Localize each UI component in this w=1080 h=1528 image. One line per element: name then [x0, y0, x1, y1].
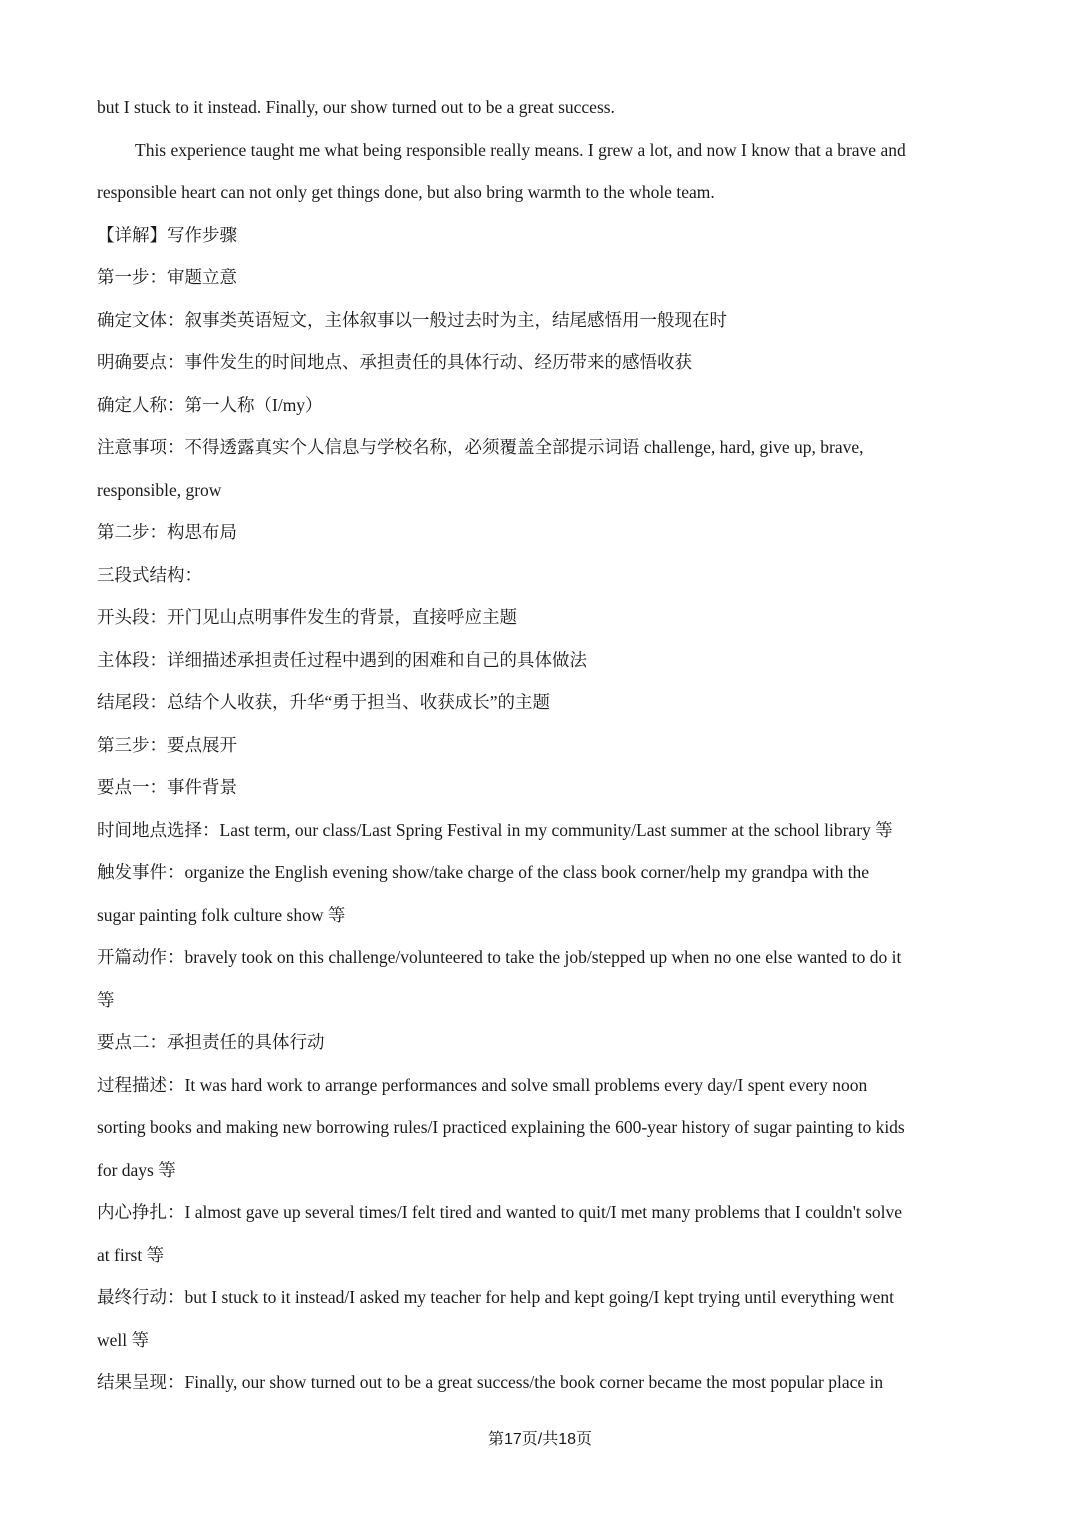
- trigger-event-line-1: 触发事件：organize the English evening show/take charge of the class book corner/help my grandpa with the: [97, 862, 870, 882]
- opening-action-line-2: 等: [97, 989, 115, 1010]
- page-number-footer: 第17页/共18页: [487, 1431, 593, 1448]
- key-points-line: 明确要点：事件发生的时间地点、承担责任的具体行动、经历带来的感悟收获: [97, 352, 692, 372]
- person-line: 确定人称：第一人称（I/my）: [97, 394, 323, 415]
- notes-line-1: 注意事项：不得透露真实个人信息与学校名称，必须覆盖全部提示词语 challenge, hard, give up, brave,: [97, 437, 864, 457]
- step-two-heading: 第二步：构思布局: [97, 522, 237, 542]
- essay-line-1: but I stuck to it instead. Finally, our show turned out to be a great success.: [97, 97, 615, 117]
- genre-line: 确定文体：叙事类英语短文，主体叙事以一般过去时为主，结尾感悟用一般现在时: [97, 309, 727, 330]
- struggle-line-1: 内心挣扎：I almost gave up several times/I felt tired and wanted to quit/I met many problems that I couldn't solve: [97, 1202, 903, 1222]
- notes-line-2: responsible, grow: [97, 479, 222, 500]
- final-action-line-1: 最终行动：but I stuck to it instead/I asked my teacher for help and kept going/I kept trying until everything went: [97, 1287, 895, 1307]
- struggle-line-2: at first 等: [97, 1244, 165, 1265]
- result-line: 结果呈现：Finally, our show turned out to be a great success/the book corner became the most popular place in: [97, 1372, 884, 1392]
- essay-line-2: This experience taught me what being responsible really means. I grew a lot, and now I know that a brave and: [135, 139, 906, 160]
- opening-action-line-1: 开篇动作：bravely took on this challenge/volunteered to take the job/stepped up when no one else wanted to do it: [97, 947, 902, 967]
- body-paragraph-line: 主体段：详细描述承担责任过程中遇到的困难和自己的具体做法: [97, 649, 587, 670]
- document-body: [97, 86, 983, 1404]
- point-one-heading: 要点一：事件背景: [97, 777, 237, 797]
- process-line-3: for days 等: [97, 1159, 176, 1180]
- opening-paragraph-line: 开头段：开门见山点明事件发生的背景，直接呼应主题: [97, 607, 517, 627]
- trigger-event-line-2: sugar painting folk culture show 等: [97, 904, 346, 925]
- time-place-line: 时间地点选择：Last term, our class/Last Spring Festival in my community/Last summer at the school library 等: [97, 819, 893, 840]
- closing-paragraph-line: 结尾段：总结个人收获，升华“勇于担当、收获成长”的主题: [97, 692, 551, 712]
- step-one-heading: 第一步：审题立意: [97, 267, 237, 287]
- structure-heading: 三段式结构：: [97, 564, 202, 585]
- section-heading-detail: 【详解】写作步骤: [97, 224, 237, 245]
- process-line-2: sorting books and making new borrowing rules/I practiced explaining the 600-year history of sugar painting to kids: [97, 1117, 905, 1137]
- point-two-heading: 要点二：承担责任的具体行动: [97, 1032, 325, 1052]
- process-line-1: 过程描述：It was hard work to arrange performances and solve small problems every day/I spent every noon: [97, 1074, 868, 1095]
- final-action-line-2: well 等: [97, 1329, 150, 1350]
- step-three-heading: 第三步：要点展开: [97, 734, 237, 755]
- essay-line-3: responsible heart can not only get things done, but also bring warmth to the whole team.: [97, 182, 715, 202]
